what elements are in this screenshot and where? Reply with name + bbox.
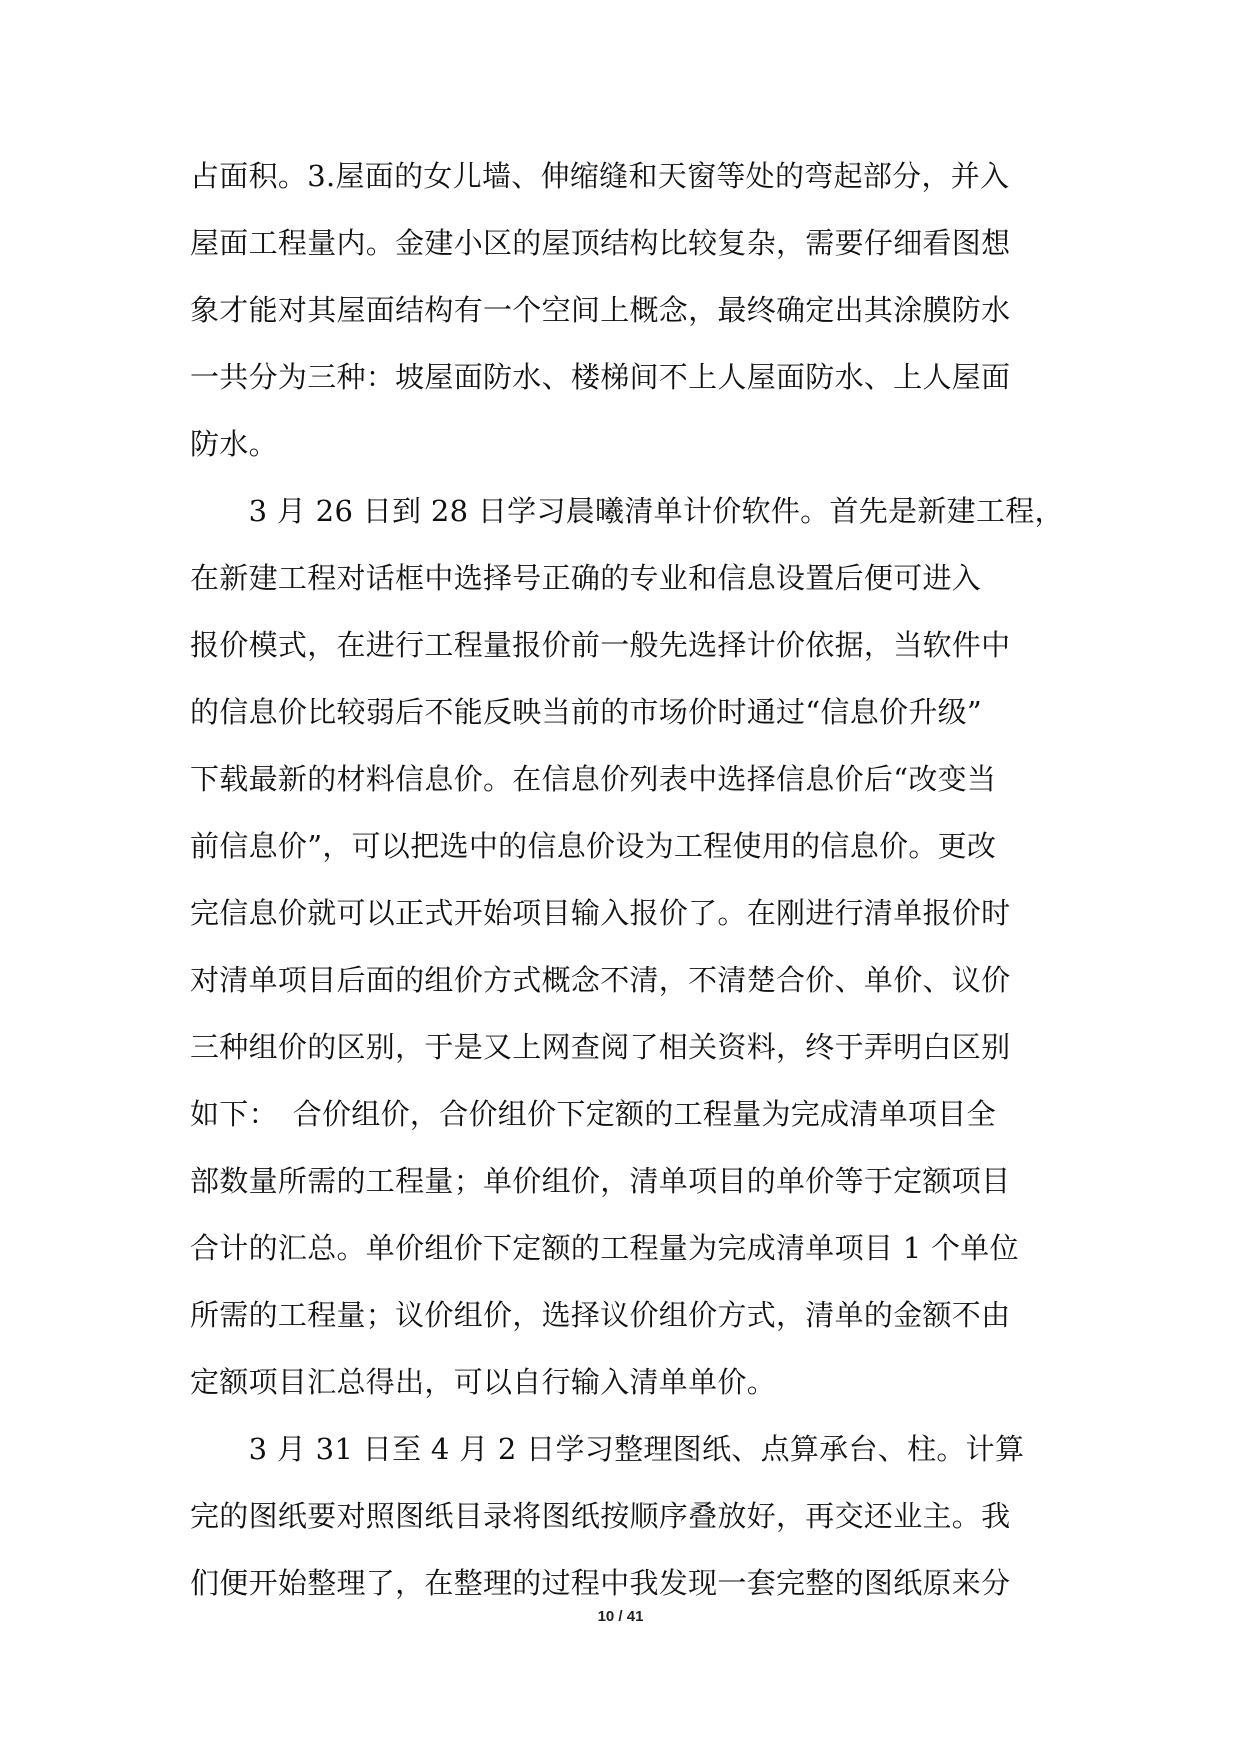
text-line: 一共分为三种：坡屋面防水、楼梯间不上人屋面防水、上人屋面 [190, 360, 1011, 394]
paragraph-pricing-software [190, 478, 1064, 1416]
paragraph-roof-area [190, 143, 1052, 478]
text-line: 定额项目汇总得出，可以自行输入清单单价。 [190, 1365, 777, 1399]
text-line: 们便开始整理了，在整理的过程中我发现一套完整的图纸原来分 [190, 1566, 1011, 1600]
text-line: 前信息价”，可以把选中的信息价设为工程使用的信息价。更改 [190, 829, 997, 863]
text-line: 象才能对其屋面结构有一个空间上概念，最终确定出其涂膜防水 [190, 293, 1011, 327]
text-line: 的信息价比较弱后不能反映当前的市场价时通过“信息价升级” [190, 695, 983, 729]
page-number: 10 / 41 [597, 1608, 644, 1625]
text-line: 所需的工程量；议价组价，选择议价组价方式，清单的金额不由 [190, 1298, 1011, 1332]
text-line: 合计的汇总。单价组价下定额的工程量为完成清单项目 1 个单位 [190, 1231, 1019, 1265]
text-line: 部数量所需的工程量；单价组价，清单项目的单价等于定额项目 [190, 1164, 1011, 1198]
text-line: 下载最新的材料信息价。在信息价列表中选择信息价后“改变当 [190, 762, 997, 796]
text-line: 如下： 合价组价，合价组价下定额的工程量为完成清单项目全 [190, 1097, 996, 1131]
text-line: 报价模式，在进行工程量报价前一般先选择计价依据，当软件中 [190, 628, 1011, 662]
document-body [190, 143, 1064, 1617]
text-line: 完的图纸要对照图纸目录将图纸按顺序叠放好，再交还业主。我 [190, 1499, 1011, 1533]
text-line: 3 月 26 日到 28 日学习晨曦清单计价软件。首先是新建工程， [190, 494, 1064, 528]
text-line: 在新建工程对话框中选择号正确的专业和信息设置后便可进入 [190, 561, 982, 595]
text-line: 对清单项目后面的组价方式概念不清，不清楚合价、单价、议价 [190, 963, 1011, 997]
text-line: 3 月 31 日至 4 月 2 日学习整理图纸、点算承台、柱。计算 [190, 1432, 1025, 1466]
text-line: 防水。 [190, 427, 278, 461]
text-line: 屋面工程量内。金建小区的屋顶结构比较复杂，需要仔细看图想 [190, 226, 1011, 260]
text-line: 三种组价的区别，于是又上网查阅了相关资料，终于弄明白区别 [190, 1030, 1011, 1064]
paragraph-drawings [190, 1416, 1052, 1617]
text-line: 完信息价就可以正式开始项目输入报价了。在刚进行清单报价时 [190, 896, 1011, 930]
text-line: 占面积。3.屋面的女儿墙、伸缩缝和天窗等处的弯起部分，并入 [190, 159, 1010, 193]
